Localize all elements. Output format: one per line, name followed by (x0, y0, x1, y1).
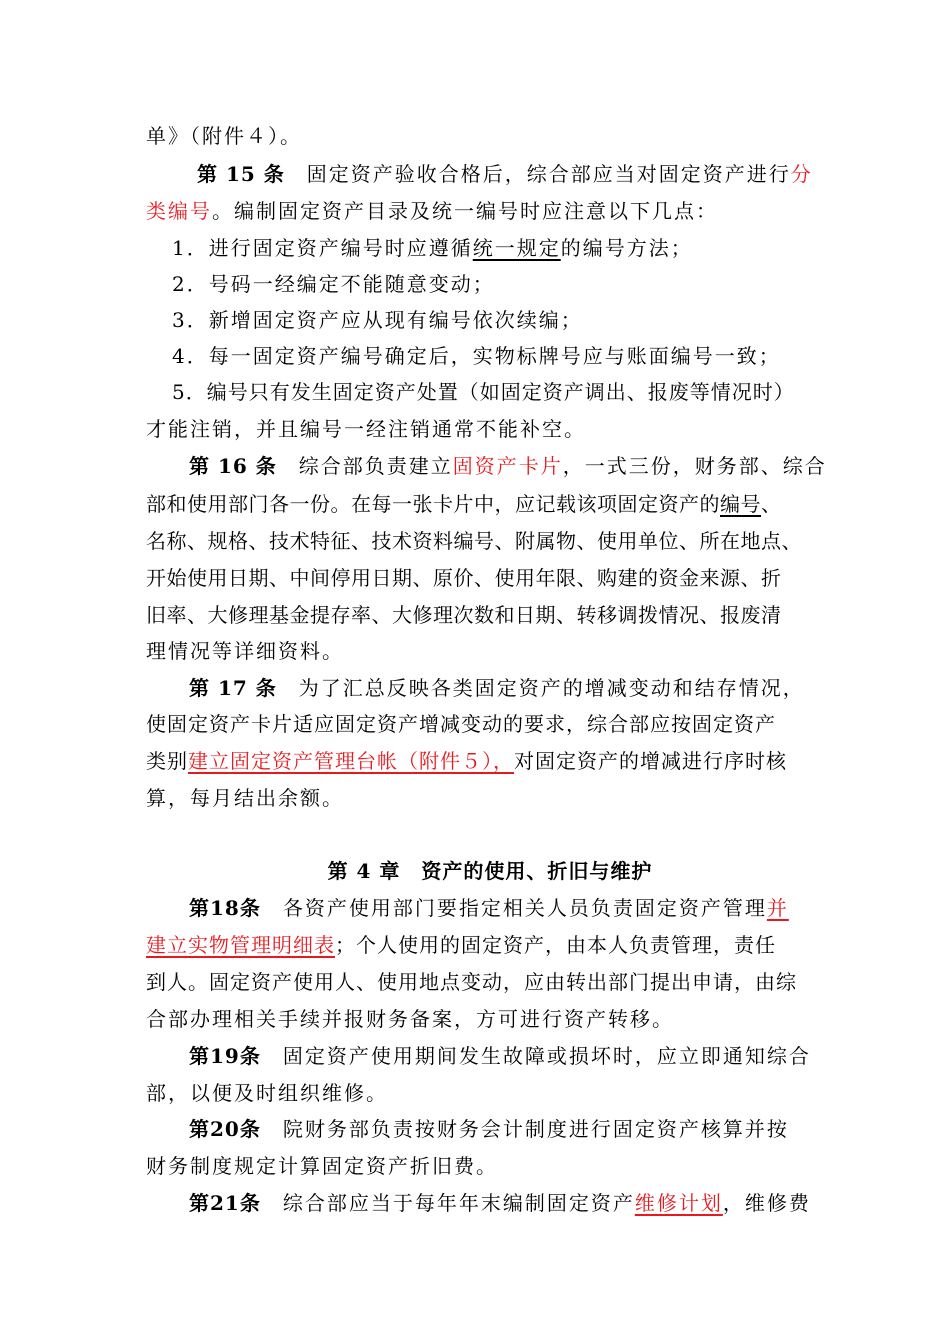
text-line (146, 597, 950, 633)
article-number: 第21条 (189, 1191, 261, 1215)
text: 单》（附件４）。 (146, 124, 302, 148)
article-15-line-1 (197, 156, 950, 192)
text-line (146, 706, 950, 742)
highlight-text: 建立实物管理明细表 (146, 933, 335, 957)
text-line (146, 118, 950, 154)
article-18-line-1 (189, 890, 950, 926)
list-item (172, 338, 950, 374)
text: 使固定资产卡片适应固定资产增减变动的要求，综合部应按固定资产 (146, 712, 776, 736)
text: 到人。固定资产使用人、使用地点变动，应由转出部门提出申请，由综 (146, 970, 797, 994)
text: 为了汇总反映各类固定资产的增减变动和结存情况， (298, 676, 805, 700)
article-number: 第 17 条 (189, 676, 277, 700)
text: 1．进行固定资产编号时应遵循 (172, 236, 473, 260)
article-number: 第 15 条 (197, 162, 285, 186)
text: 、 (761, 492, 782, 516)
highlight-text: 建立固定资产管理台帐（附件５）， (188, 749, 514, 773)
text: ，维修费 (722, 1191, 811, 1215)
article-number: 第20条 (189, 1117, 261, 1141)
highlight-text: 类编号 (146, 199, 212, 223)
text: ；个人使用的固定资产，由本人负责管理，责任 (335, 933, 776, 957)
article-21-line-1 (189, 1185, 950, 1221)
text-line (146, 633, 950, 669)
text-line (146, 1001, 950, 1037)
list-item (172, 266, 950, 302)
highlight-text: 分 (790, 162, 813, 186)
text-line (146, 560, 950, 596)
article-19-line-1 (189, 1038, 950, 1074)
underlined-text: 编号 (720, 492, 761, 516)
text: 开始使用日期、中间停用日期、原价、使用年限、购建的资金来源、折 (146, 566, 782, 590)
text: 5．编号只有发生固定资产处置（如固定资产调出、报废等情况时） (172, 380, 795, 404)
text: 的编号方法； (560, 236, 693, 260)
article-17-line-1 (189, 670, 950, 706)
text: 院财务部负责按财务会计制度进行固定资产核算并按 (282, 1117, 789, 1141)
list-item (172, 302, 950, 338)
text: 算，每月结出余额。 (146, 786, 344, 810)
highlight-text: 维修计划 (634, 1191, 723, 1215)
list-item (172, 230, 950, 266)
text: 才能注销，并且编号一经注销通常不能补空。 (146, 417, 586, 441)
text: 合部办理相关手续并报财务备案，方可进行资产转移。 (146, 1007, 674, 1031)
text-line (146, 411, 950, 447)
text: 名称、规格、技术特征、技术资料编号、附属物、使用单位、所在地点、 (146, 529, 802, 553)
text-line (146, 1148, 950, 1184)
chapter-title (0, 853, 950, 889)
text: 2．号码一经编定不能随意变动； (172, 272, 495, 296)
text: 部和使用部门各一份。在每一张卡片中，应记载该项固定资产的 (146, 492, 720, 516)
text: 财务制度规定计算固定资产折旧费。 (146, 1154, 498, 1178)
article-number: 第19条 (189, 1044, 261, 1068)
text: 。编制固定资产目录及统一编号时应注意以下几点： (212, 199, 718, 223)
text: 第 4 章 资产的使用、折旧与维护 (327, 859, 653, 883)
text-line (146, 1075, 950, 1111)
text-line (146, 964, 950, 1000)
text-line (146, 486, 950, 522)
text-line (146, 927, 950, 963)
text: 综合部应当于每年年末编制固定资产 (282, 1191, 635, 1215)
text-line (146, 780, 950, 816)
article-number: 第18条 (189, 896, 261, 920)
article-20-line-1 (189, 1111, 950, 1147)
text: 固定资产验收合格后，综合部应当对固定资产进行 (306, 162, 791, 186)
highlight-text: 并 (766, 896, 789, 920)
underlined-text: 统一规定 (472, 236, 561, 260)
article-15-line-2 (146, 193, 950, 229)
text: 各资产使用部门要指定相关人员负责固定资产管理 (282, 896, 767, 920)
text-line (146, 523, 950, 559)
text: 综合部负责建立 (298, 454, 453, 478)
list-item (172, 374, 950, 410)
article-number: 第 16 条 (189, 454, 277, 478)
text: 对固定资产的增减进行序时核 (514, 749, 787, 773)
highlight-text: 固资产卡片 (452, 454, 563, 478)
text: 固定资产使用期间发生故障或损坏时，应立即通知综合 (282, 1044, 811, 1068)
text: 类别 (146, 749, 188, 773)
text: 旧率、大修理基金提存率、大修理次数和日期、转移调拨情况、报废清 (146, 603, 782, 627)
text: 4．每一固定资产编号确定后，实物标牌号应与账面编号一致； (172, 344, 781, 368)
article-16-line-1 (189, 448, 950, 484)
text: 部，以便及时组织维修。 (146, 1081, 388, 1105)
text: 理情况等详细资料。 (146, 639, 344, 663)
text: 3．新增固定资产应从现有编号依次续编； (172, 308, 583, 332)
text: ，一式三份，财务部、综合 (562, 454, 827, 478)
text-line (146, 743, 950, 779)
